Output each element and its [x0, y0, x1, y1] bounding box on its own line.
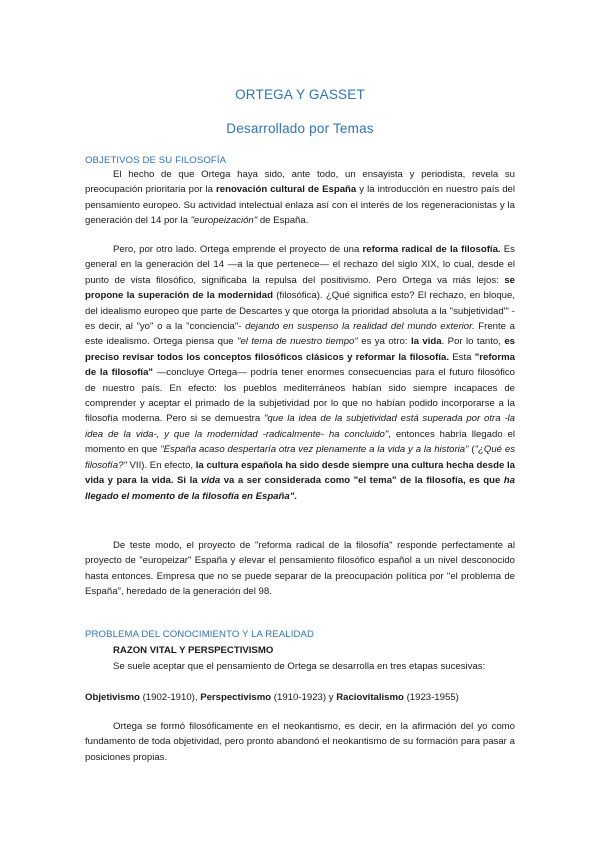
paragraph-5: Ortega se formó filosóficamente en el neokantismo, es decir, en la afirmación del yo como fundamento de toda objetividad, pero pronto abandonó el neokantismo de su formación para pasar a posiciones propias. [85, 721, 515, 763]
section-subheading: RAZON VITAL Y PERSPECTIVISMO [113, 645, 274, 656]
paragraph-3: De teste modo, el proyecto de "reforma radical de la filosofía" responde perfectamente al proyecto de "europeizar" España y elevar el pensamiento filosófico español a un nivel desconocido hasta entonces. Empresa que no se puede separar de la preocupación política por "el problema de España", heredado de la generación del 98. [85, 540, 515, 598]
paragraph-4: Se suele aceptar que el pensamiento de Ortega se desarrolla en tres etapas sucesivas: [113, 661, 486, 672]
document-title: ORTEGA Y GASSET [235, 87, 365, 102]
document-subtitle: Desarrollado por Temas [226, 121, 374, 136]
section-heading-objetivos: OBJETIVOS DE SU FILOSOFÍA [85, 155, 227, 166]
section-heading-problema: PROBLEMA DEL CONOCIMIENTO Y LA REALIDAD [85, 629, 315, 640]
stages-line: Objetivismo (1902-1910), Perspectivismo (1910-1923) y Raciovitalismo (1923-1955) [85, 692, 459, 703]
paragraph-2: Pero, por otro lado. Ortega emprende el proyecto de una reforma radical de la filosofía. Es general en la generación del 14 —a la que pertenece— el rechazo del siglo XIX, lo cual, desde el punto de vista filosófico, significaba la repulsa del positivismo. Pero Ortega va más lejos: se propone la superación de la modernidad (filosófica). ¿Qué significa esto? El rechazo, en bloque, del idealismo europeo que parte de Descartes y que otorga la prioridad absoluta a la "subjetividad"' - es decir, al "yo" o a la "conciencia"- dejando en suspenso la realidad del mundo exterior. Frente a este idealismo. Ortega piensa que "el tema de nuestro tiempo" es ya otro: la vida. Por lo tanto, es preciso revisar todos los conceptos filosóficos clásicos y reformar la filosofía. Esta "reforma de la filosofía" —concluye Ortega— podría tener enormes consecuencias para el futuro filosófico de nuestro país. En efecto: los pueblos mediterráneos habían sido siempre incapaces de comprender y aceptar el primado de la subjetividad por lo que no habían podido incorporarse a la filosofía moderna. Pero si se demuestra "que la idea de la subjetividad está superada por otra -la idea de la vida-, y que la modernidad -radicalmente- ha concluido", entonces habría llegado el momento en que "España acaso despertaría otra vez plenamente a la vida y a la historia" ("¿Qué es filosofía?" VII). En efecto, la cultura española ha sido desde siempre una cultura hecha desde la vida y para la vida. Si la vida va a ser considerada como "el tema" de la filosofía, es que ha llegado el momento de la filosofía en España". [85, 244, 516, 502]
paragraph-1: El hecho de que Ortega haya sido, ante todo, un ensayista y periodista, revela su preocupación prioritaria por la renovación cultural de España y la introducción en nuestro país del pensamiento europeo. Su actividad intelectual enlaza así con el interés de los regeneracionistas y la generación del 14 por la "europeización" de España. [85, 169, 516, 227]
